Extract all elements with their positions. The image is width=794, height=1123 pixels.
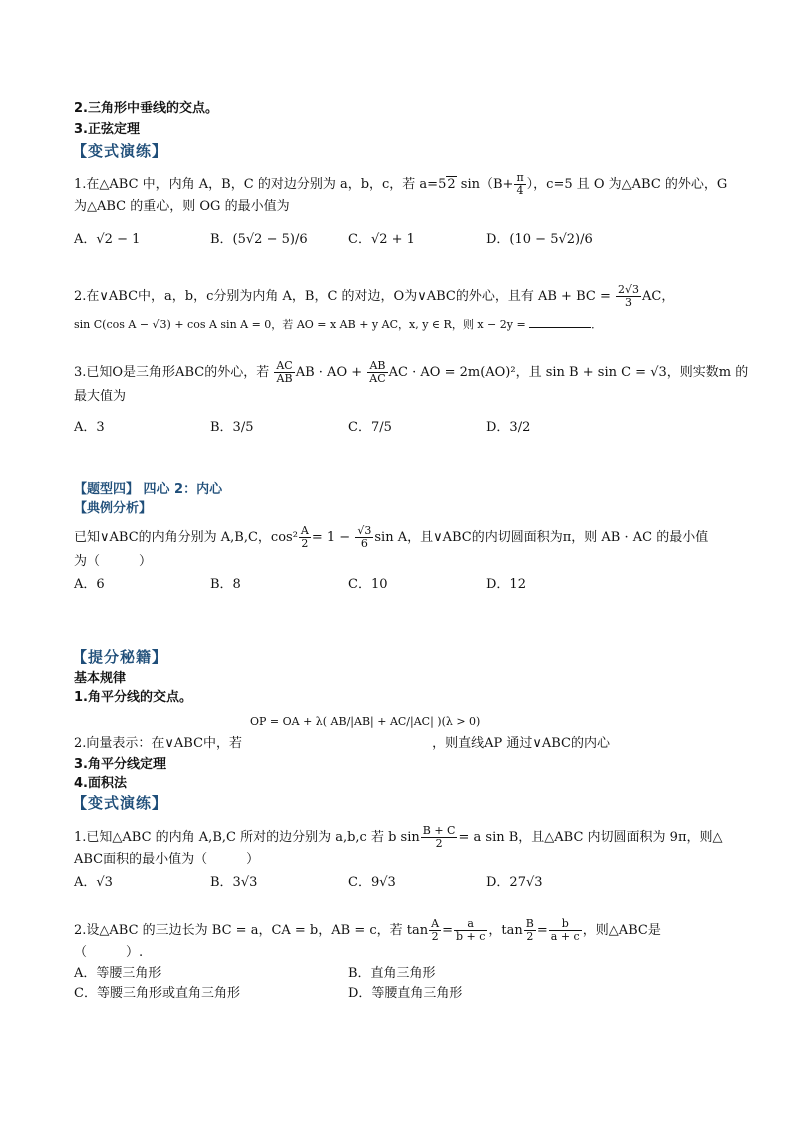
s5-q2-line1: 2.设△ABC 的三边长为 BC = a，CA = b，AB = c，若 tan $\frac{A}{2}$ = $\frac{a}{b + c}$ ，tan $\frac{B}{2}$ = $\frac{b}{a + c}$ ，则△ABC是 <box>74 917 661 943</box>
tips-title: 【提分秘籍】 <box>72 648 169 666</box>
rule-3: 3.正弦定理 <box>74 122 140 137</box>
q1-option-c[interactable]: C．√2 + 1 <box>348 232 415 247</box>
type4-line2: 为（ ） <box>74 554 153 569</box>
type4-analysis: 【典例分析】 <box>74 501 153 516</box>
tips-rule-1: 1.角平分线的交点。 <box>74 690 192 705</box>
s5-q2-option-b[interactable]: B．直角三角形 <box>348 966 436 981</box>
q3-option-d[interactable]: D．3/2 <box>486 420 531 435</box>
tips-rule-4: 4.面积法 <box>74 776 127 791</box>
q3-line2: 最大值为 <box>74 389 127 404</box>
s5-q2-line2: （ ）. <box>74 945 144 960</box>
q1-line2: 为△ABC 的重心，则 OG 的最小值为 <box>74 199 290 214</box>
s5-q1-option-c[interactable]: C．9√3 <box>348 875 396 890</box>
type4-line1: 已知∨ABC的内角分别为 A,B,C，cos² $\frac{A}{2}$ = 1 − $\frac{√3}{6}$ sin A，且∨ABC的内切圆面积为π，则 AB · AC 的最小值 <box>74 524 709 550</box>
fraction: $\frac{\pi}{4}$ <box>516 171 524 197</box>
q2-line1: 2.在∨ABC中，a，b，c分别为内角 A，B，C 的对边，O为∨ABC的外心，且有 AB + BC = $\frac{2√3}{3}$ AC， <box>74 283 675 309</box>
type4-option-c[interactable]: C．10 <box>348 577 388 592</box>
s5-q1-option-a[interactable]: A．√3 <box>74 875 113 890</box>
q3-option-c[interactable]: C．7/5 <box>348 420 392 435</box>
q1-option-b[interactable]: B．(5√2 − 5)/6 <box>210 232 308 247</box>
q3-option-a[interactable]: A．3 <box>74 420 105 435</box>
q2-line2: sin C(cos A − √3) + cos A sin A = 0，若 AO = x AB + y AC，x, y ∈ R，则 x − 2y = ． <box>74 318 603 331</box>
q1-option-d[interactable]: D．(10 − 5√2)/6 <box>486 232 593 247</box>
q3-line1: 3.已知O是三角形ABC的外心，若 $\frac{AC}{AB}$ AB · AO + $\frac{AB}{AC}$ AC · AO = 2m(AO)²，且 sin B + sin C = √3，则实数m 的 <box>74 359 749 385</box>
s5-q1-line2: ABC面积的最小值为（ ） <box>74 852 260 867</box>
tips-rule-2: 2.向量表示：在∨ABC中，若 ，则直线AP 通过∨ABC的内心 <box>74 736 610 751</box>
type4-option-d[interactable]: D．12 <box>486 577 526 592</box>
practice-title-2: 【变式演练】 <box>72 794 169 812</box>
q1-line1: 1.在△ABC 中，内角 A，B，C 的对边分别为 a，b，c，若 a=52 sin（B+ $\frac{\pi}{4}$ ），c=5 且 O 为△ABC 的外心，G <box>74 171 728 197</box>
q3-option-b[interactable]: B．3/5 <box>210 420 254 435</box>
type4-option-b[interactable]: B．8 <box>210 577 241 592</box>
s5-q1-option-d[interactable]: D．27√3 <box>486 875 543 890</box>
tips-rule-3: 3.角平分线定理 <box>74 757 166 772</box>
tips-basic: 基本规律 <box>74 671 127 686</box>
fraction: $\frac{2√3}{3}$ <box>618 283 640 309</box>
s5-q1-option-b[interactable]: B．3√3 <box>210 875 258 890</box>
type4-title: 【题型四】 四心 2：内心 <box>74 482 223 497</box>
tips-formula: OP = OA + λ( AB/|AB| + AC/|AC| )(λ > 0) <box>250 715 481 728</box>
s5-q1-line1: 1.已知△ABC 的内角 A,B,C 所对的边分别为 a,b,c 若 b sin $\frac{B + C}{2}$ = a sin B，且△ABC 内切圆面积为 9π，则△ <box>74 824 723 850</box>
q1-option-a[interactable]: A．√2 − 1 <box>74 232 141 247</box>
s5-q2-option-a[interactable]: A．等腰三角形 <box>74 966 162 981</box>
s5-q2-option-d[interactable]: D．等腰直角三角形 <box>348 986 463 1001</box>
rule-2: 2.三角形中垂线的交点。 <box>74 101 218 116</box>
answer-blank[interactable] <box>529 327 591 328</box>
practice-title-1: 【变式演练】 <box>72 142 169 160</box>
type4-option-a[interactable]: A．6 <box>74 577 105 592</box>
s5-q2-option-c[interactable]: C．等腰三角形或直角三角形 <box>74 986 240 1001</box>
